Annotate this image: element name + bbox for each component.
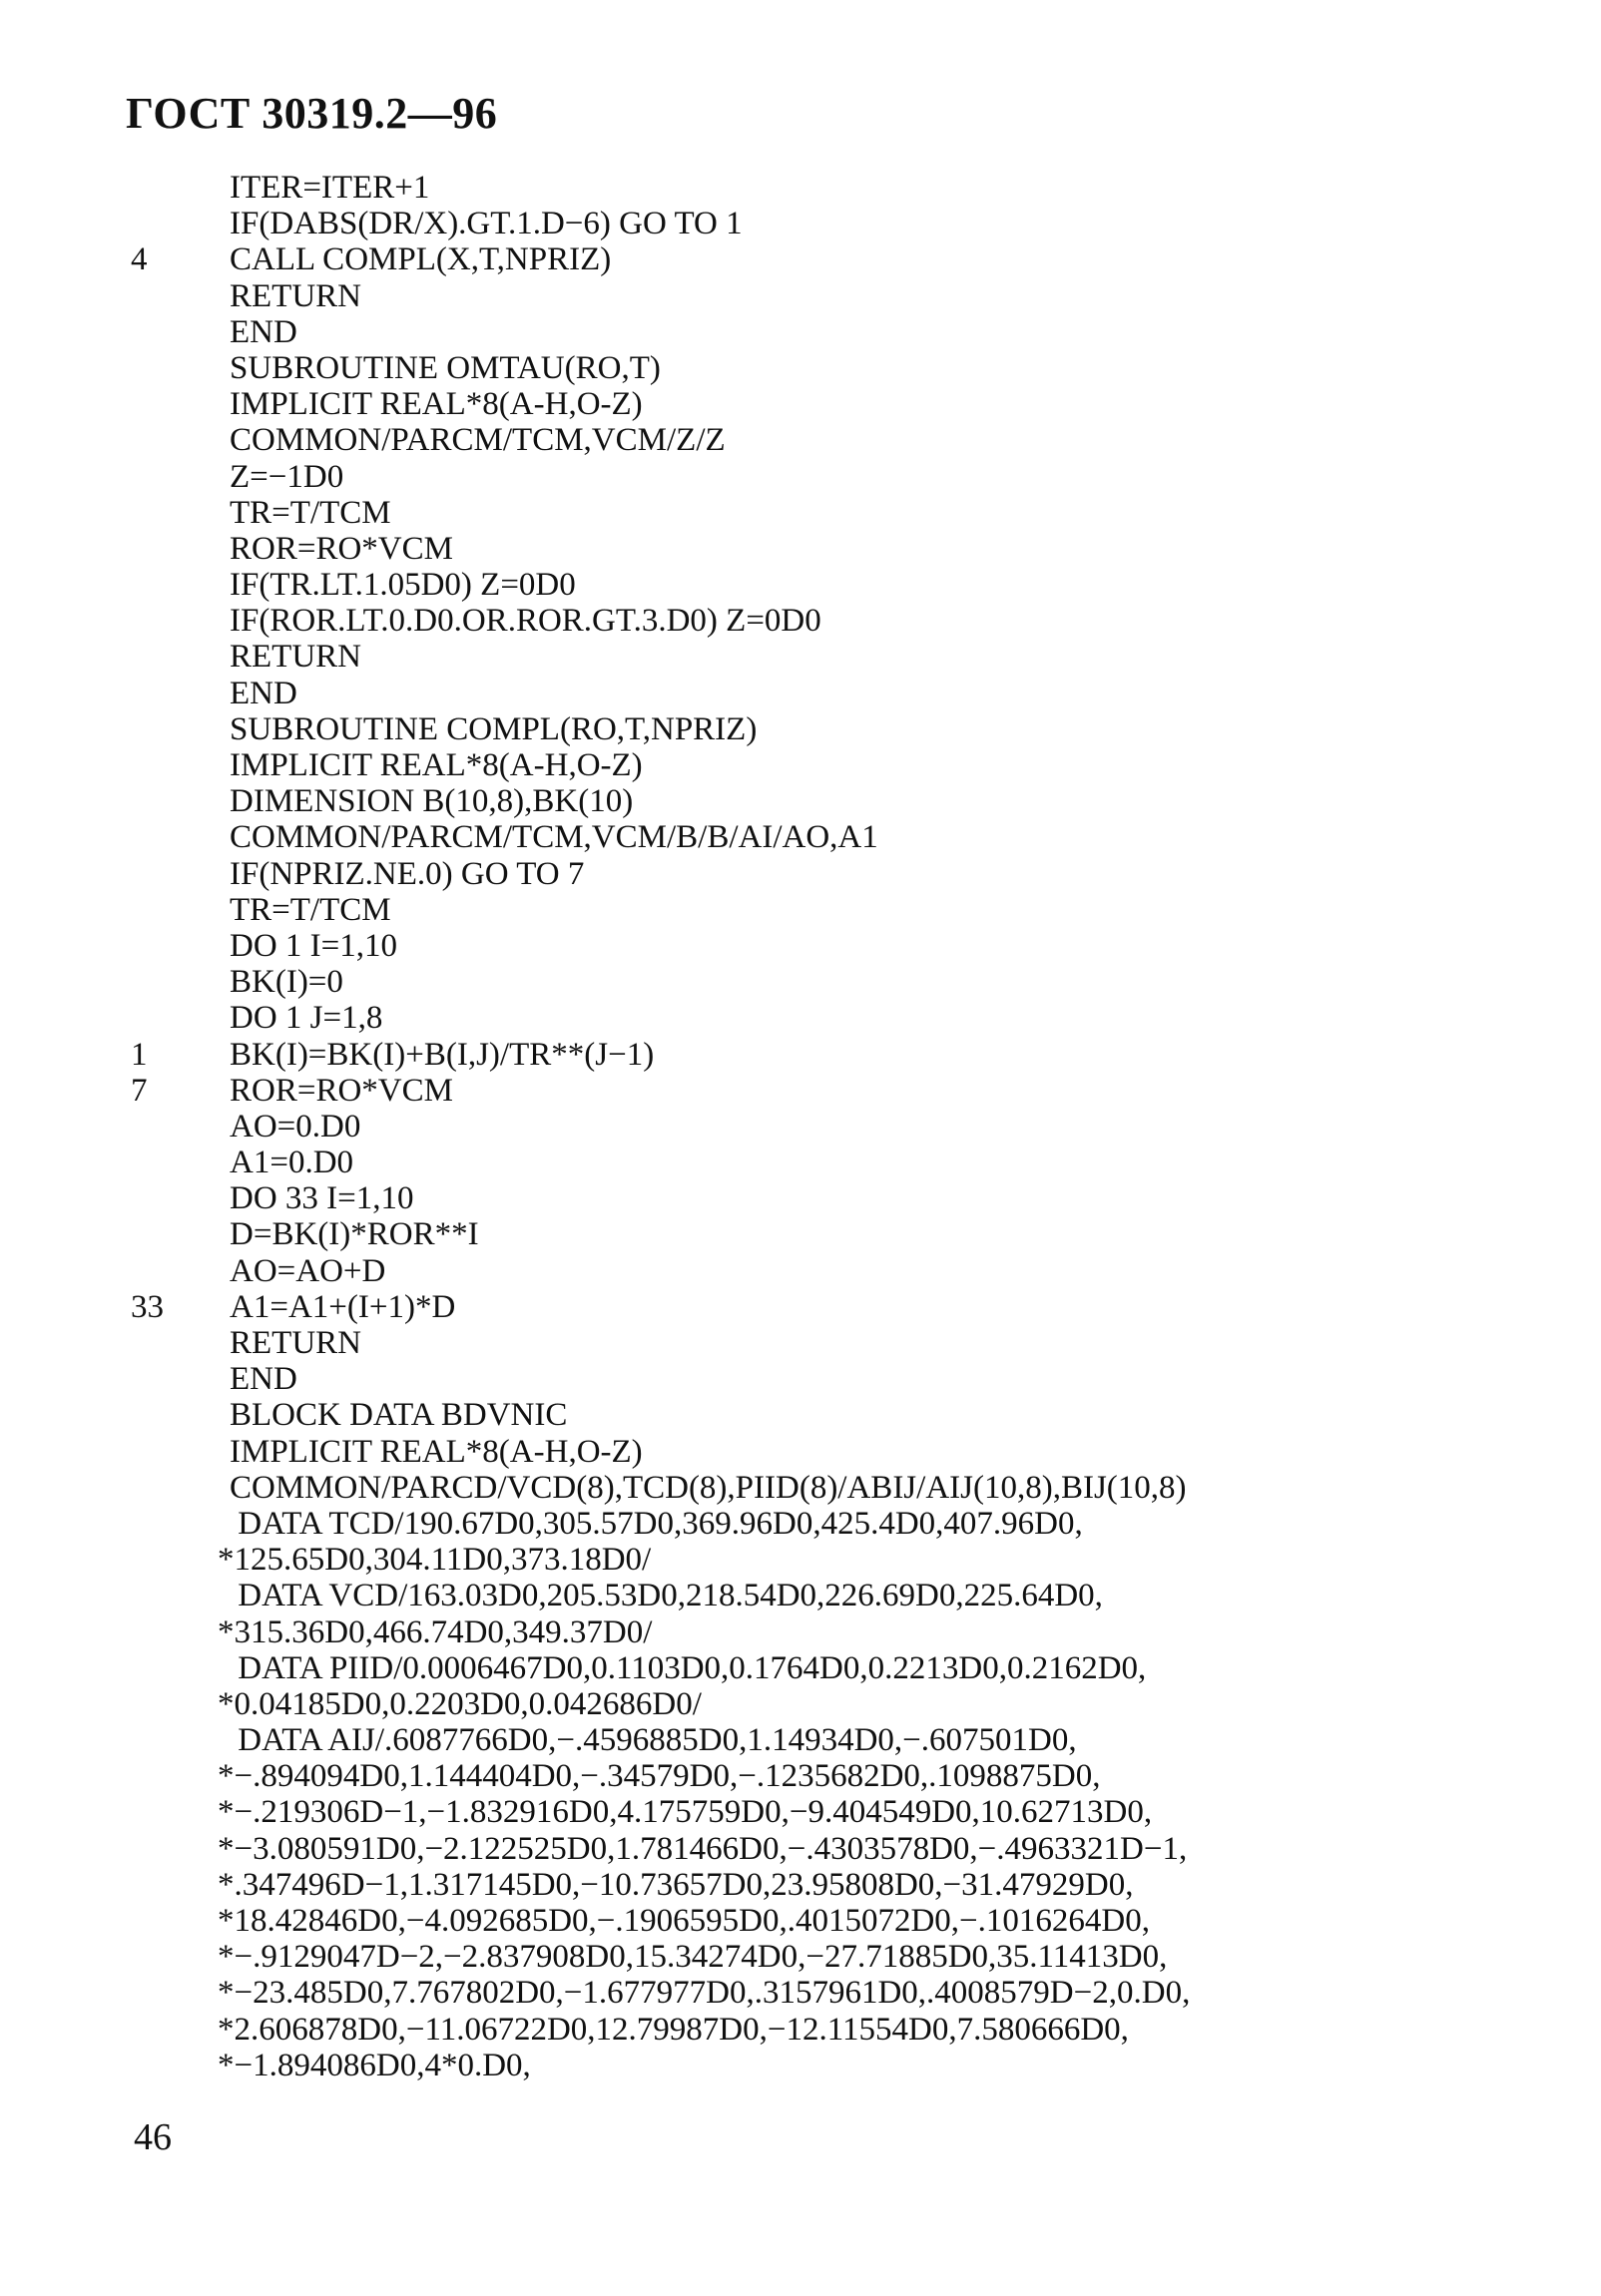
code-line bbox=[120, 314, 1537, 350]
code-line bbox=[120, 422, 1537, 458]
code-statement: TR=T/TCM bbox=[230, 494, 391, 531]
code-line bbox=[120, 711, 1537, 747]
code-statement: AO=AO+D bbox=[230, 1252, 386, 1289]
code-line bbox=[120, 819, 1537, 855]
statement-label: 33 bbox=[131, 1288, 164, 1325]
code-line bbox=[120, 1289, 1537, 1325]
code-statement: *0.04185D0,0.2203D0,0.042686D0/ bbox=[218, 1685, 702, 1722]
code-line bbox=[120, 1758, 1537, 1794]
code-statement: DIMENSION B(10,8),BK(10) bbox=[230, 783, 634, 820]
page-number: 46 bbox=[134, 2116, 172, 2158]
code-statement: SUBROUTINE OMTAU(RO,T) bbox=[230, 349, 661, 386]
code-statement: A1=A1+(I+1)*D bbox=[230, 1288, 456, 1325]
code-line bbox=[120, 459, 1537, 495]
code-statement: ITER=ITER+1 bbox=[230, 170, 430, 206]
code-statement: TR=T/TCM bbox=[230, 891, 391, 928]
code-statement: *315.36D0,466.74D0,349.37D0/ bbox=[218, 1613, 653, 1650]
code-statement: END bbox=[230, 1361, 297, 1398]
code-statement: BK(I)=0 bbox=[230, 964, 343, 1001]
code-statement: *−.894094D0,1.144404D0,−.34579D0,−.1235682D0,.1098875D0, bbox=[218, 1758, 1101, 1795]
code-statement: IMPLICIT REAL*8(A-H,O-Z) bbox=[230, 747, 643, 783]
code-statement: D=BK(I)*ROR**I bbox=[230, 1216, 479, 1253]
code-statement: IF(TR.LT.1.05D0) Z=0D0 bbox=[230, 567, 576, 604]
code-line bbox=[120, 1831, 1537, 1867]
code-line bbox=[120, 531, 1537, 567]
code-line bbox=[120, 1939, 1537, 1975]
code-line bbox=[120, 928, 1537, 964]
code-statement: IMPLICIT REAL*8(A-H,O-Z) bbox=[230, 386, 643, 423]
code-line bbox=[120, 1975, 1537, 2011]
code-statement: COMMON/PARCD/VCD(8),TCD(8),PIID(8)/ABIJ/AIJ(10,8),BIJ(10,8) bbox=[230, 1469, 1187, 1506]
code-statement: RETURN bbox=[230, 639, 361, 676]
code-line bbox=[120, 495, 1537, 531]
code-line bbox=[120, 1000, 1537, 1036]
code-statement: BLOCK DATA BDVNIC bbox=[230, 1397, 568, 1434]
code-statement: COMMON/PARCM/TCM,VCM/B/B/AI/AO,A1 bbox=[230, 819, 878, 856]
code-line bbox=[120, 1867, 1537, 1903]
statement-label: 4 bbox=[131, 241, 148, 278]
code-statement: END bbox=[230, 313, 297, 350]
code-line bbox=[120, 603, 1537, 639]
code-line bbox=[120, 1903, 1537, 1939]
code-line bbox=[120, 856, 1537, 892]
code-line bbox=[120, 2048, 1537, 2083]
code-line bbox=[120, 1578, 1537, 1613]
code-statement: IF(NPRIZ.NE.0) GO TO 7 bbox=[230, 855, 585, 892]
code-statement: IF(DABS(DR/X).GT.1.D−6) GO TO 1 bbox=[230, 206, 743, 242]
code-statement: *125.65D0,304.11D0,373.18D0/ bbox=[218, 1542, 652, 1579]
code-line bbox=[120, 1506, 1537, 1542]
code-line bbox=[120, 567, 1537, 603]
code-statement: COMMON/PARCM/TCM,VCM/Z/Z bbox=[230, 422, 726, 459]
code-line bbox=[120, 1722, 1537, 1758]
code-statement: BK(I)=BK(I)+B(I,J)/TR**(J−1) bbox=[230, 1036, 655, 1073]
code-line bbox=[120, 1614, 1537, 1650]
code-line bbox=[120, 1216, 1537, 1252]
code-statement: A1=0.D0 bbox=[230, 1145, 354, 1181]
code-line bbox=[120, 1794, 1537, 1830]
code-statement: END bbox=[230, 675, 297, 711]
code-line bbox=[120, 350, 1537, 386]
code-statement: DO 1 I=1,10 bbox=[230, 927, 398, 964]
code-line bbox=[120, 170, 1537, 206]
code-line bbox=[120, 964, 1537, 1000]
code-statement: *2.606878D0,−11.06722D0,12.79987D0,−12.11554D0,7.580666D0, bbox=[218, 2011, 1129, 2048]
code-statement: *−1.894086D0,4*0.D0, bbox=[218, 2047, 531, 2083]
code-statement: ROR=RO*VCM bbox=[230, 1072, 453, 1109]
code-line bbox=[120, 1542, 1537, 1578]
code-statement: AO=0.D0 bbox=[230, 1108, 361, 1145]
code-line bbox=[120, 1073, 1537, 1109]
code-line bbox=[120, 1145, 1537, 1180]
code-statement: IMPLICIT REAL*8(A-H,O-Z) bbox=[230, 1433, 643, 1470]
code-statement: *−23.485D0,7.767802D0,−1.677977D0,.3157961D0,.4008579D−2,0.D0, bbox=[218, 1975, 1191, 2012]
code-statement: DO 1 J=1,8 bbox=[230, 1000, 383, 1037]
code-statement: RETURN bbox=[230, 1325, 361, 1361]
code-statement: ROR=RO*VCM bbox=[230, 530, 453, 567]
code-line bbox=[120, 1434, 1537, 1470]
code-statement: SUBROUTINE COMPL(RO,T,NPRIZ) bbox=[230, 710, 758, 747]
code-statement: DO 33 I=1,10 bbox=[230, 1180, 414, 1217]
code-line bbox=[120, 676, 1537, 711]
code-statement: CALL COMPL(X,T,NPRIZ) bbox=[230, 241, 612, 278]
code-line bbox=[120, 1109, 1537, 1145]
code-line bbox=[120, 1470, 1537, 1506]
statement-label: 1 bbox=[131, 1036, 148, 1073]
code-line bbox=[120, 1253, 1537, 1289]
code-line bbox=[120, 1037, 1537, 1073]
code-line bbox=[120, 1686, 1537, 1722]
code-line bbox=[120, 1180, 1537, 1216]
code-statement: *−3.080591D0,−2.122525D0,1.781466D0,−.4303578D0,−.4963321D−1, bbox=[218, 1830, 1188, 1867]
page-header: ГОСТ 30319.2—96 bbox=[126, 89, 498, 138]
code-listing bbox=[120, 170, 1537, 2083]
code-line bbox=[120, 1397, 1537, 1433]
statement-label: 7 bbox=[131, 1072, 148, 1109]
code-statement: *18.42846D0,−4.092685D0,−.1906595D0,.4015072D0,−.1016264D0, bbox=[218, 1903, 1150, 1939]
code-statement: DATA AIJ/.6087766D0,−.4596885D0,1.14934D0,−.607501D0, bbox=[230, 1722, 1077, 1759]
code-line bbox=[120, 1361, 1537, 1397]
code-line bbox=[120, 206, 1537, 241]
code-statement: *−.9129047D−2,−2.837908D0,15.34274D0,−27.71885D0,35.11413D0, bbox=[218, 1939, 1168, 1976]
code-line bbox=[120, 892, 1537, 928]
code-line bbox=[120, 639, 1537, 675]
code-line bbox=[120, 2012, 1537, 2048]
code-line bbox=[120, 783, 1537, 819]
code-statement: DATA VCD/163.03D0,205.53D0,218.54D0,226.69D0,225.64D0, bbox=[230, 1578, 1103, 1614]
code-line bbox=[120, 386, 1537, 422]
code-statement: *−.219306D−1,−1.832916D0,4.175759D0,−9.404549D0,10.62713D0, bbox=[218, 1794, 1153, 1831]
code-statement: RETURN bbox=[230, 277, 361, 314]
code-line bbox=[120, 1650, 1537, 1686]
code-statement: DATA PIID/0.0006467D0,0.1103D0,0.1764D0,0.2213D0,0.2162D0, bbox=[230, 1649, 1147, 1686]
code-line bbox=[120, 278, 1537, 314]
code-line bbox=[120, 1325, 1537, 1361]
code-statement: IF(ROR.LT.0.D0.OR.ROR.GT.3.D0) Z=0D0 bbox=[230, 603, 821, 640]
code-statement: *.347496D−1,1.317145D0,−10.73657D0,23.95808D0,−31.47929D0, bbox=[218, 1866, 1134, 1903]
code-line bbox=[120, 241, 1537, 277]
code-statement: DATA TCD/190.67D0,305.57D0,369.96D0,425.4D0,407.96D0, bbox=[230, 1505, 1083, 1542]
code-statement: Z=−1D0 bbox=[230, 458, 344, 495]
code-line bbox=[120, 747, 1537, 783]
